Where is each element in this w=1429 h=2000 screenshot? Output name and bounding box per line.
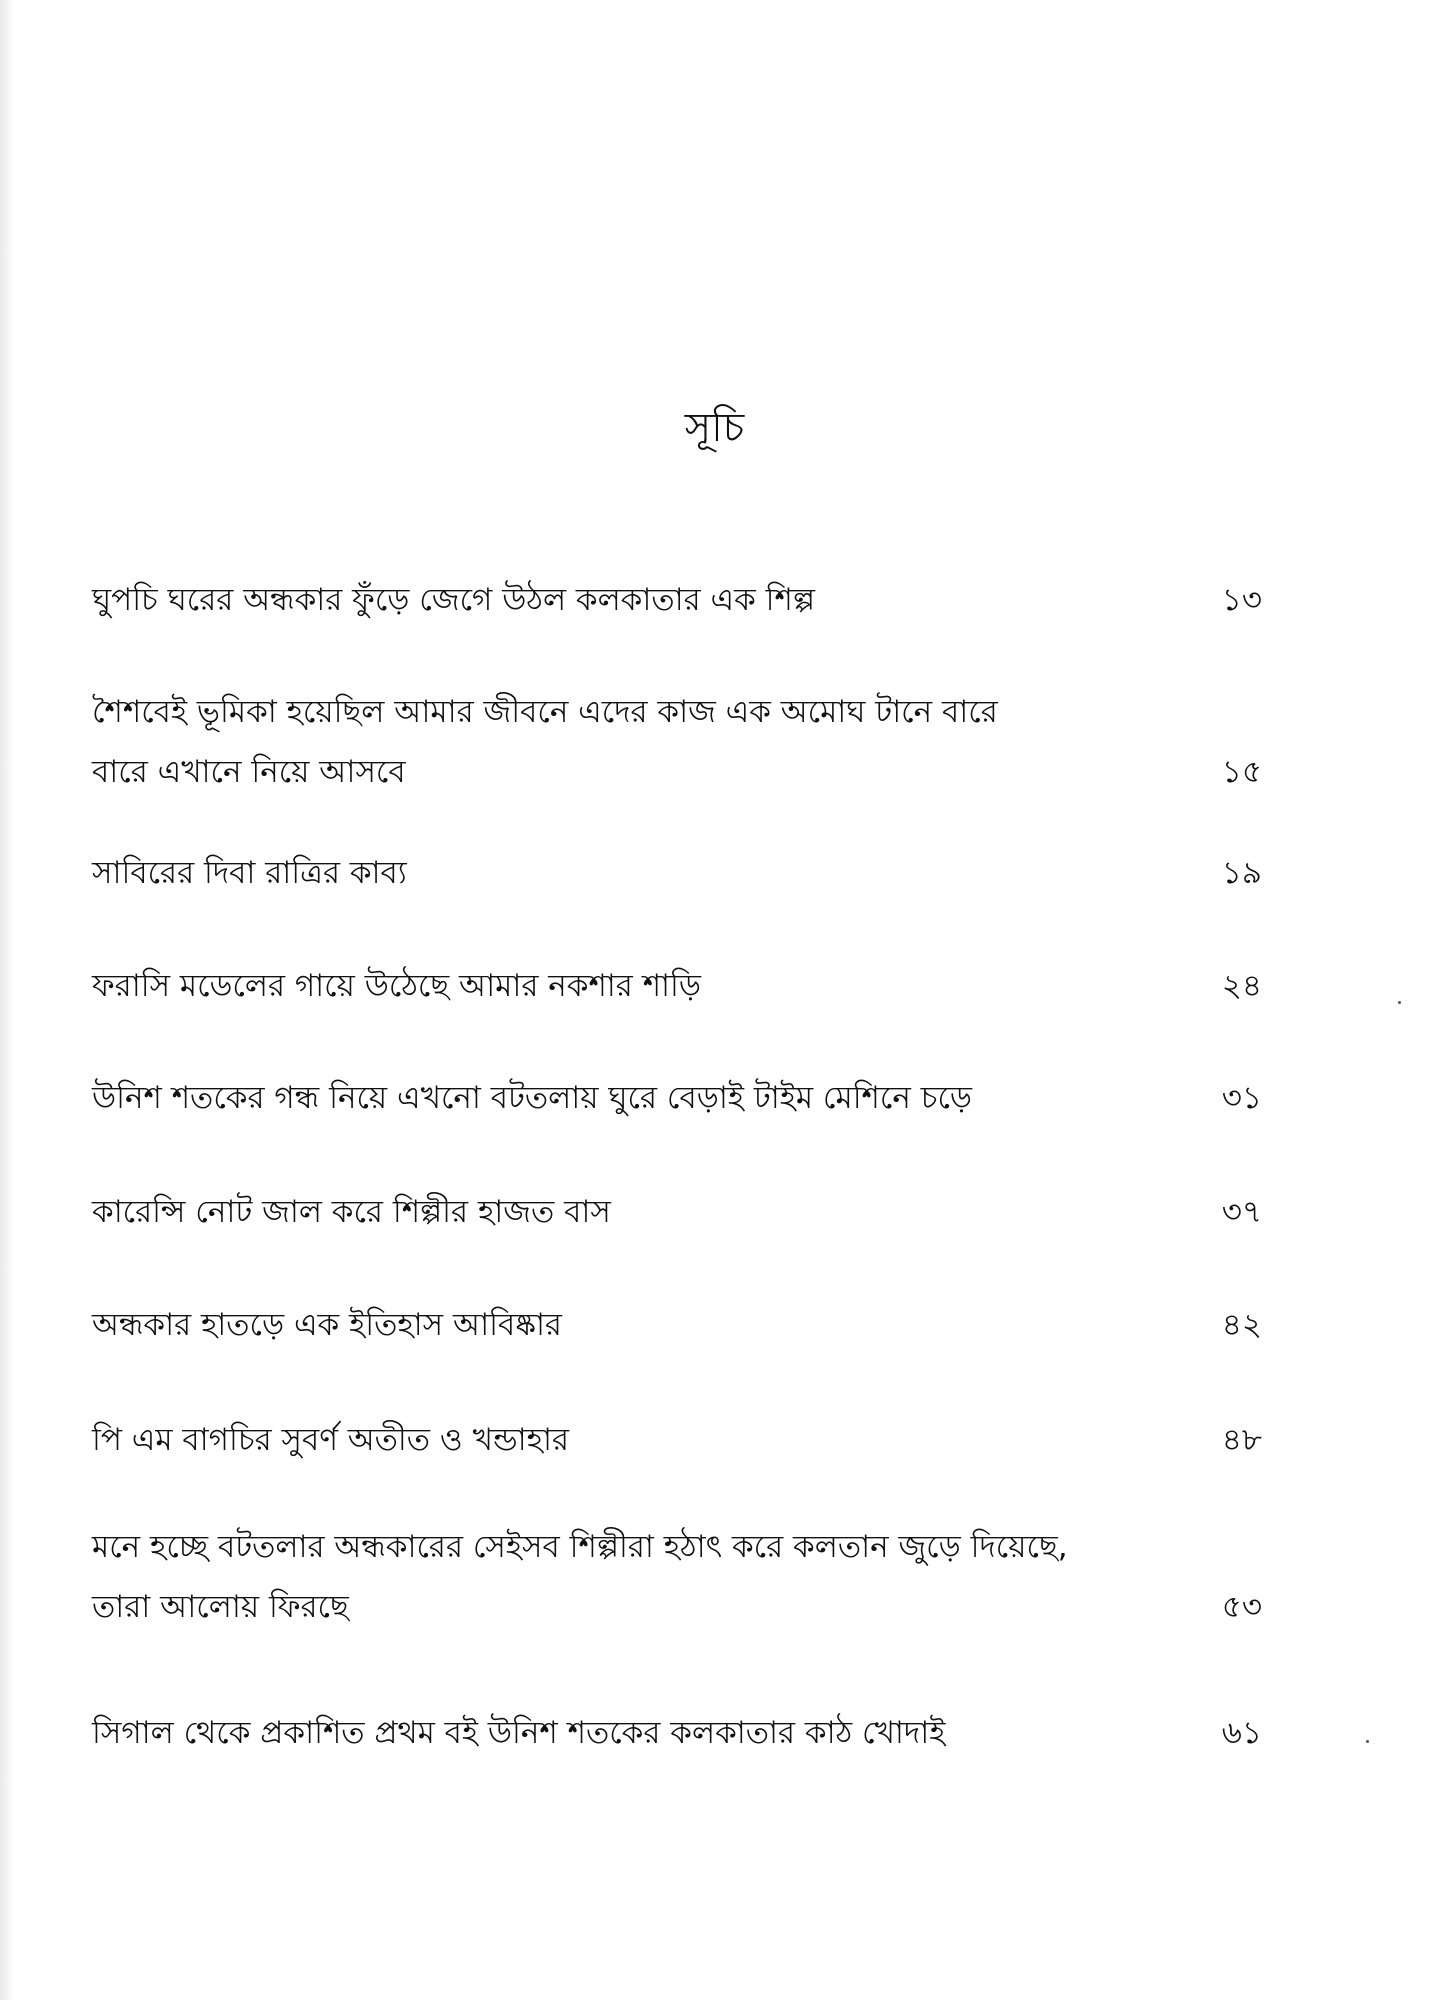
toc-entry-page: ৬১: [1221, 1715, 1262, 1751]
toc-entry-title: সাবিরের দিবা রাত্রির কাব্য: [92, 855, 407, 891]
page-edge-shadow: [0, 0, 14, 2000]
toc-entry: [92, 682, 1262, 802]
toc-entry: [92, 1295, 1262, 1355]
toc-entry-title: সিগাল থেকে প্রকাশিত প্রথম বই উনিশ শতকের কলকাতার কাঠ খোদাই: [92, 1715, 946, 1751]
toc-entry-page: ৩১: [1221, 1080, 1262, 1116]
toc-entry-title: উনিশ শতকের গন্ধ নিয়ে এখনো বটতলায় ঘুরে বেড়াই টাইম মেশিনে চড়ে: [92, 1080, 973, 1116]
toc-entry: [92, 1517, 1262, 1637]
toc-entry: [92, 956, 1262, 1016]
toc-entry-title: ফরাসি মডেলের গায়ে উঠেছে আমার নকশার শাড়ি: [92, 968, 702, 1004]
toc-entry-page: ১৩: [1221, 582, 1262, 618]
toc-entry-page: ৪৮: [1221, 1422, 1262, 1458]
scan-speck: [1398, 1001, 1401, 1004]
toc-entry-page: ২৪: [1221, 968, 1262, 1004]
toc-entry: [92, 570, 1262, 630]
toc-entry-page: ১৯: [1221, 855, 1262, 891]
toc-entry-page: ১৫: [1221, 754, 1262, 790]
toc-entry-title: শৈশবেই ভূমিকা হয়েছিল আমার জীবনে এদের কাজ এক অমোঘ টানে বারে বারে এখানে নিয়ে আসবে: [92, 694, 998, 790]
page-title: সূচি: [684, 405, 745, 451]
scan-speck: [1366, 1740, 1369, 1743]
toc-entry-title: ঘুপচি ঘরের অন্ধকার ফুঁড়ে জেগে উঠল কলকাতার এক শিল্প: [92, 582, 815, 618]
toc-entry-title: কারেন্সি নোট জাল করে শিল্পীর হাজত বাস: [92, 1194, 611, 1230]
toc-entry: [92, 1068, 1262, 1128]
toc-entry-title: পি এম বাগচির সুবর্ণ অতীত ও খন্ডাহার: [92, 1422, 569, 1458]
toc-entry: [92, 843, 1262, 903]
toc-entry-page: ৫৩: [1221, 1589, 1262, 1625]
toc-entry-title: মনে হচ্ছে বটতলার অন্ধকারের সেইসব শিল্পীরা হঠাৎ করে কলতান জুড়ে দিয়েছে, তারা আলোয় ফিরছে: [92, 1529, 1068, 1625]
toc-entry: [92, 1703, 1262, 1763]
toc-entry: [92, 1410, 1262, 1470]
toc-entry-page: ৩৭: [1221, 1194, 1262, 1230]
toc-entry: [92, 1182, 1262, 1242]
toc-entry-page: ৪২: [1221, 1307, 1262, 1343]
toc-entry-title: অন্ধকার হাতড়ে এক ইতিহাস আবিষ্কার: [92, 1307, 562, 1343]
